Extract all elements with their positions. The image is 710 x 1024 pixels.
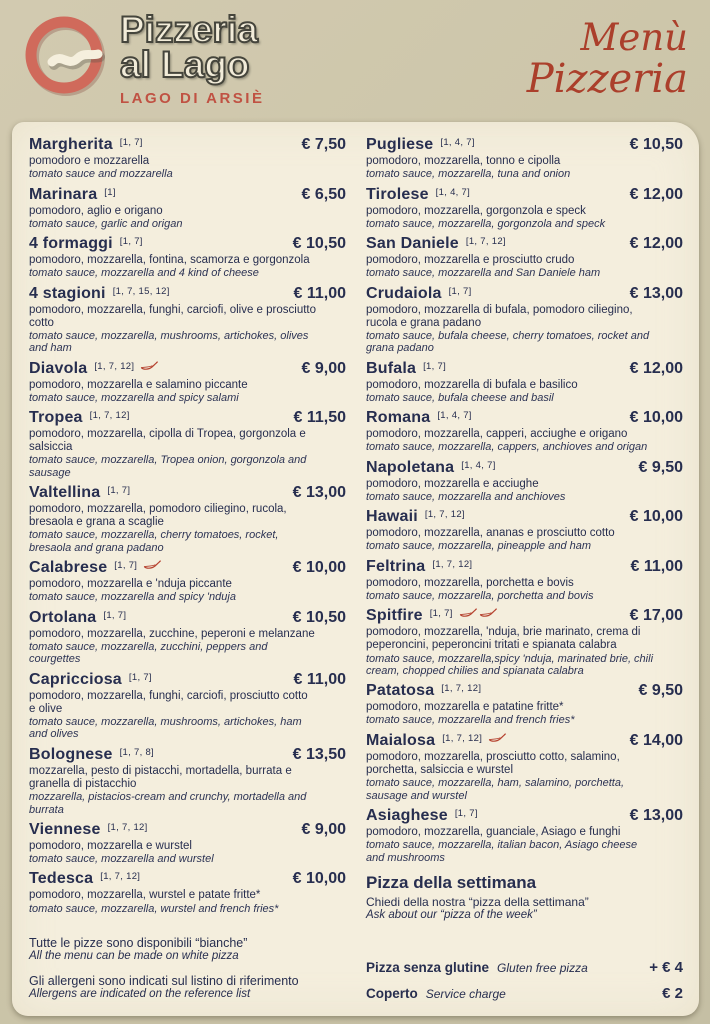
menu-item-name-row bbox=[366, 235, 683, 253]
pizza-name: Viennese bbox=[29, 820, 101, 838]
service-charge-label-en: Service charge bbox=[425, 987, 506, 1001]
footer-notes bbox=[29, 924, 346, 1004]
allergen-codes: [1, 7, 8] bbox=[119, 746, 154, 758]
pizza-name: Calabrese bbox=[29, 559, 108, 577]
pizza-price: € 9,50 bbox=[638, 682, 683, 700]
menu-item bbox=[366, 285, 683, 355]
chili-icons bbox=[459, 607, 497, 618]
pizza-name: Hawaii bbox=[366, 508, 418, 526]
pizza-name: Feltrina bbox=[366, 557, 426, 575]
pizza-name: Tirolese bbox=[366, 185, 429, 203]
pizza-name: Valtellina bbox=[29, 484, 101, 502]
menu-item-name-row bbox=[366, 558, 683, 576]
brand-line-2: al Lago bbox=[120, 44, 250, 86]
weekly-italian: Chiedi della nostra “pizza della settimana” bbox=[366, 894, 589, 909]
note-english: Allergens are indicated on the reference list bbox=[29, 988, 251, 1000]
menu-title-line-2: Pizzeria bbox=[526, 55, 688, 102]
logo-ring-icon bbox=[24, 10, 106, 106]
menu-item-name-row bbox=[29, 186, 346, 204]
allergen-codes: [1, 7, 12] bbox=[100, 871, 141, 883]
allergen-note bbox=[29, 974, 346, 1000]
pizza-price: € 10,00 bbox=[629, 508, 683, 526]
pizza-price: € 9,00 bbox=[301, 359, 346, 377]
pizza-name: Patatosa bbox=[366, 682, 435, 700]
pizza-price: € 13,00 bbox=[629, 806, 683, 824]
pizza-price: € 10,00 bbox=[629, 409, 683, 427]
menu-item bbox=[29, 186, 346, 231]
menu-item bbox=[29, 484, 346, 554]
menu-item-name-row bbox=[29, 559, 346, 577]
pizza-price: € 17,00 bbox=[629, 607, 683, 625]
pizza-name: Capricciosa bbox=[29, 670, 122, 688]
pizza-name: Bufala bbox=[366, 359, 417, 377]
pizza-name: Spitfire bbox=[366, 607, 423, 625]
pizza-desc-it: pomodoro, mozzarella, ananas e prosciutto cotto bbox=[366, 527, 615, 540]
menu-item-name-row bbox=[29, 870, 346, 888]
pizza-desc-en: tomato sauce, mozzarella, italian bacon, Asiago cheese and mushrooms bbox=[366, 839, 638, 864]
brand-text bbox=[120, 10, 264, 107]
gluten-free-price: + € 4 bbox=[649, 959, 683, 976]
menu-item bbox=[366, 607, 683, 677]
menu-item bbox=[366, 508, 683, 553]
weekly-title: Pizza della settimana bbox=[366, 872, 537, 892]
pizza-desc-en: tomato sauce and mozzarella bbox=[29, 168, 173, 181]
pizza-desc-en: tomato sauce, mozzarella, porchetta and bovis bbox=[366, 589, 594, 602]
menu-column-left bbox=[29, 136, 346, 1004]
menu-item bbox=[366, 409, 683, 454]
menu-item bbox=[366, 136, 683, 181]
pizza-desc-it: pomodoro, mozzarella di bufala e basilico bbox=[366, 378, 578, 391]
allergen-codes: [1, 7, 12] bbox=[94, 360, 135, 372]
menu-item-name-row bbox=[366, 409, 683, 427]
pizza-desc-it: pomodoro, mozzarella, tonno e cipolla bbox=[366, 155, 561, 167]
menu-item bbox=[366, 186, 683, 231]
menu-item bbox=[29, 235, 346, 280]
pizza-desc-en: tomato sauce, mozzarella, ham, salamino, porchetta, sausage and wurstel bbox=[366, 777, 625, 802]
pizza-desc-en: tomato sauce, mozzarella, wurstel and french fries* bbox=[29, 902, 279, 915]
chili-pepper-icon bbox=[479, 607, 497, 618]
menu-item-name-row bbox=[366, 285, 683, 303]
pizza-desc-en: tomato sauce, garlic and origan bbox=[29, 217, 183, 230]
restaurant-logo bbox=[24, 10, 264, 107]
menu-item bbox=[29, 559, 346, 604]
pizza-desc-it: pomodoro, mozzarella, pomodoro ciliegino, rucola, bresaola e grana a scaglie bbox=[29, 503, 287, 529]
pizza-desc-en: tomato sauce, mozzarella and San Daniele ham bbox=[366, 267, 601, 280]
white-pizza-note bbox=[29, 936, 346, 962]
allergen-codes: [1, 7] bbox=[448, 285, 472, 297]
menu-item-name-row bbox=[366, 508, 683, 526]
pizza-price: € 11,00 bbox=[630, 557, 683, 575]
pizza-price: € 6,50 bbox=[301, 185, 346, 203]
pizza-desc-it: pomodoro, mozzarella e prosciutto crudo bbox=[366, 254, 575, 267]
pizza-desc-it: pomodoro, mozzarella e 'nduja piccante bbox=[29, 578, 232, 591]
menu-item bbox=[29, 821, 346, 866]
gluten-free-label: Pizza senza glutine bbox=[366, 960, 490, 975]
pizza-desc-it: pomodoro, mozzarella, funghi, carciofi, olive e prosciutto cotto bbox=[29, 303, 317, 329]
menu-item-name-row bbox=[29, 136, 346, 154]
logo-ring-svg bbox=[24, 10, 106, 106]
pizza-desc-it: pomodoro, mozzarella, 'nduja, brie marinato, crema di peperoncini, peperoncini tritati e spianata calabra bbox=[366, 626, 641, 652]
menu-item-name-row bbox=[366, 360, 683, 378]
chili-pepper-icon bbox=[140, 360, 158, 371]
pizza-price: € 12,00 bbox=[629, 185, 683, 203]
pizza-desc-it: pomodoro, mozzarella, cipolla di Tropea, gorgonzola e salsiccia bbox=[29, 428, 306, 454]
pizza-price: € 7,50 bbox=[301, 136, 346, 153]
menu-item bbox=[366, 732, 683, 802]
menu-item bbox=[366, 558, 683, 603]
menu-title bbox=[527, 10, 688, 101]
gluten-free-row bbox=[366, 959, 683, 976]
pizza-desc-it: pomodoro, mozzarella, funghi, carciofi, prosciutto cotto e olive bbox=[29, 689, 308, 715]
note-italian: Tutte le pizze sono disponibili “bianche” bbox=[29, 936, 248, 950]
pizza-desc-it: pomodoro, mozzarella, wurstel e patate fritte* bbox=[29, 889, 261, 902]
menu-column-right bbox=[366, 136, 683, 1004]
menu-item-name-row bbox=[29, 746, 346, 764]
header bbox=[0, 0, 710, 122]
menu-item-name-row bbox=[29, 285, 346, 303]
pizza-price: € 12,00 bbox=[629, 359, 683, 377]
allergen-codes: [1, 7, 12] bbox=[465, 236, 506, 248]
pizza-desc-en: tomato sauce, mozzarella,spicy 'nduja, marinated brie, chili cream, chopped chilies and spianata calabra bbox=[366, 652, 654, 677]
menu-item bbox=[366, 235, 683, 280]
pizza-desc-it: pomodoro, aglio e origano bbox=[29, 204, 163, 217]
pizza-name: Margherita bbox=[29, 136, 113, 153]
pizza-price: € 11,00 bbox=[293, 284, 346, 302]
chili-pepper-icon bbox=[488, 732, 506, 743]
allergen-codes: [1, 4, 7] bbox=[440, 137, 475, 148]
allergen-codes: [1, 7, 12] bbox=[107, 821, 148, 833]
allergen-codes: [1, 7] bbox=[119, 137, 143, 148]
pizza-desc-it: pomodoro, mozzarella, zucchine, peperoni e melanzane bbox=[29, 627, 315, 640]
menu-item bbox=[29, 746, 346, 816]
pizza-price: € 12,00 bbox=[629, 235, 683, 253]
allergen-codes: [1, 7, 12] bbox=[432, 558, 473, 570]
menu-item-name-row bbox=[366, 807, 683, 825]
menu-item-name-row bbox=[29, 484, 346, 502]
pizza-desc-en: tomato sauce, mozzarella, tuna and onion bbox=[366, 168, 571, 181]
service-charge-price: € 2 bbox=[662, 985, 683, 1002]
chili-icons bbox=[140, 360, 158, 371]
pizza-desc-en: tomato sauce, mozzarella, zucchini, peppers and courgettes bbox=[29, 640, 268, 666]
pizza-desc-it: pomodoro, mozzarella e patatine fritte* bbox=[366, 701, 564, 714]
allergen-codes: [1, 7, 12] bbox=[89, 410, 130, 422]
chili-pepper-icon bbox=[143, 559, 161, 570]
allergen-codes: [1, 7, 12] bbox=[442, 732, 483, 744]
pizza-desc-en: tomato sauce, bufala cheese, cherry tomatoes, rocket and grana padano bbox=[366, 329, 650, 355]
pizza-name: 4 formaggi bbox=[29, 235, 113, 253]
pizza-desc-en: tomato sauce, mozzarella and french fries* bbox=[366, 714, 575, 727]
pizza-price: € 10,00 bbox=[292, 870, 346, 888]
menu-item-name-row bbox=[366, 136, 683, 154]
pizza-desc-it: pomodoro, mozzarella, fontina, scamorza e gorgonzola bbox=[29, 254, 310, 267]
menu-item bbox=[29, 671, 346, 741]
menu-card bbox=[12, 122, 699, 1016]
pizza-desc-it: pomodoro, mozzarella, prosciutto cotto, salamino, porchetta, salsiccia e wurstel bbox=[366, 750, 620, 777]
pizza-price: € 11,50 bbox=[293, 409, 346, 427]
pizza-desc-it: pomodoro, mozzarella, capperi, acciughe e origano bbox=[366, 428, 628, 441]
menu-item-name-row bbox=[29, 360, 346, 378]
pizza-price: € 10,50 bbox=[629, 136, 683, 153]
pizza-desc-en: tomato sauce, mozzarella, gorgonzola and speck bbox=[366, 217, 606, 230]
allergen-codes: [1, 7] bbox=[103, 609, 127, 621]
menu-item-name-row bbox=[29, 821, 346, 839]
pizza-desc-en: mozzarella, pistacios-cream and crunchy, mortadella and burrata bbox=[29, 791, 307, 816]
allergen-codes: [1, 4, 7] bbox=[435, 186, 471, 198]
allergen-codes: [1] bbox=[104, 186, 116, 198]
pizza-list-left bbox=[29, 136, 346, 920]
menu-item-name-row bbox=[366, 186, 683, 204]
pizza-desc-en: tomato sauce, mozzarella, cherry tomatoes, rocket, bresaola and grana padano bbox=[29, 529, 279, 554]
pizza-desc-it: pomodoro, mozzarella e salamino piccante bbox=[29, 378, 248, 391]
pizza-desc-it: pomodoro, mozzarella e wurstel bbox=[29, 839, 192, 852]
pizza-name: Ortolana bbox=[29, 608, 97, 626]
gluten-free-label-en: Gluten free pizza bbox=[497, 961, 588, 975]
pizza-name: Asiaghese bbox=[366, 806, 448, 824]
pizza-price: € 9,00 bbox=[301, 820, 346, 838]
chili-icons bbox=[143, 559, 161, 570]
pizza-name: Tropea bbox=[29, 409, 83, 427]
allergen-codes: [1, 4, 7] bbox=[437, 410, 472, 422]
pizza-list-right bbox=[366, 136, 683, 869]
pizza-desc-en: tomato sauce, mozzarella and spicy salami bbox=[29, 391, 239, 404]
pizza-price: € 14,00 bbox=[629, 731, 683, 749]
allergen-codes: [1, 7] bbox=[114, 560, 138, 572]
pizza-desc-en: tomato sauce, mozzarella, Tropea onion, gorgonzola and sausage bbox=[29, 454, 307, 479]
pizza-name: Bolognese bbox=[29, 745, 113, 763]
pizza-desc-en: tomato sauce, mozzarella, mushrooms, artichokes, ham and olives bbox=[29, 716, 302, 741]
pizza-price: € 10,00 bbox=[292, 559, 346, 577]
pizza-desc-it: pomodoro, mozzarella di bufala, pomodoro ciliegino, rucola e grana padano bbox=[366, 303, 633, 329]
pizza-desc-en: tomato sauce, mozzarella, pineapple and ham bbox=[366, 540, 592, 553]
menu-item bbox=[366, 807, 683, 864]
allergen-codes: [1, 7, 15, 12] bbox=[112, 285, 170, 297]
chili-icons bbox=[488, 732, 506, 743]
allergen-codes: [1, 4, 7] bbox=[461, 459, 496, 471]
pizza-price: € 13,00 bbox=[292, 484, 346, 502]
pizza-desc-it: pomodoro, mozzarella, gorgonzola e speck bbox=[366, 204, 586, 217]
note-english: All the menu can be made on white pizza bbox=[29, 950, 239, 962]
menu-item-name-row bbox=[29, 671, 346, 689]
pizza-price: € 13,00 bbox=[629, 284, 683, 302]
pizza-name: Napoletana bbox=[366, 458, 455, 476]
pizza-name: Pugliese bbox=[366, 136, 434, 153]
pizza-desc-en: tomato sauce, mozzarella and anchioves bbox=[366, 490, 566, 503]
allergen-codes: [1, 7] bbox=[454, 807, 478, 819]
pizza-desc-en: tomato sauce, mozzarella and spicy 'nduja bbox=[29, 591, 236, 604]
pizza-desc-it: pomodoro, mozzarella e acciughe bbox=[366, 477, 539, 490]
allergen-codes: [1, 7] bbox=[429, 608, 453, 620]
menu-item-name-row bbox=[29, 409, 346, 427]
menu-item bbox=[366, 459, 683, 504]
menu-item-name-row bbox=[29, 609, 346, 627]
pizza-desc-it: pomodoro e mozzarella bbox=[29, 155, 150, 167]
menu-item bbox=[29, 285, 346, 355]
pizza-of-the-week-section bbox=[366, 873, 683, 921]
pizza-desc-en: tomato sauce, mozzarella, mushrooms, artichokes, olives and ham bbox=[29, 329, 309, 355]
brand-subtitle: LAGO DI ARSIÈ bbox=[120, 90, 265, 108]
pizza-price: € 10,50 bbox=[292, 235, 346, 253]
allergen-codes: [1, 7] bbox=[423, 360, 447, 372]
allergen-codes: [1, 7] bbox=[119, 236, 143, 248]
note-italian: Gli allergeni sono indicati sul listino di riferimento bbox=[29, 974, 299, 988]
allergen-codes: [1, 7] bbox=[128, 671, 152, 683]
allergen-codes: [1, 7, 12] bbox=[424, 509, 465, 521]
chili-pepper-icon bbox=[459, 607, 477, 618]
pizza-name: Diavola bbox=[29, 359, 88, 377]
menu-item-name-row bbox=[366, 607, 683, 625]
pizza-name: Maialosa bbox=[366, 731, 436, 749]
menu-item bbox=[29, 870, 346, 915]
menu-item-name-row bbox=[366, 682, 683, 700]
pizza-price: € 13,50 bbox=[292, 745, 346, 763]
weekly-english: Ask about our “pizza of the week” bbox=[366, 908, 537, 921]
menu-item-name-row bbox=[366, 459, 683, 477]
menu-item bbox=[366, 360, 683, 405]
allergen-codes: [1, 7] bbox=[107, 485, 131, 497]
allergen-codes: [1, 7, 12] bbox=[441, 683, 482, 695]
pizza-desc-it: mozzarella, pesto di pistacchi, mortadella, burrata e granella di pistacchio bbox=[29, 764, 292, 790]
service-charge-label: Coperto bbox=[366, 986, 418, 1001]
brand-line-1: Pizzeria bbox=[120, 9, 258, 50]
menu-item bbox=[29, 136, 346, 181]
extras-section bbox=[366, 950, 683, 1004]
pizza-desc-it: pomodoro, mozzarella, guanciale, Asiago e funghi bbox=[366, 825, 621, 838]
pizza-desc-it: pomodoro, mozzarella, porchetta e bovis bbox=[366, 576, 574, 589]
pizza-name: Marinara bbox=[29, 185, 98, 203]
pizza-desc-en: tomato sauce, mozzarella and wurstel bbox=[29, 853, 214, 866]
pizza-name: 4 stagioni bbox=[29, 284, 106, 302]
service-charge-row bbox=[366, 985, 683, 1002]
menu-item bbox=[366, 682, 683, 727]
menu-title-line-1: Menù bbox=[580, 16, 688, 59]
pizza-desc-en: tomato sauce, mozzarella and 4 kind of cheese bbox=[29, 267, 259, 280]
menu-item bbox=[29, 360, 346, 405]
pizza-name: Romana bbox=[366, 409, 431, 427]
pizza-desc-en: tomato sauce, mozzarella, cappers, anchioves and origan bbox=[366, 441, 648, 454]
menu-item-name-row bbox=[29, 235, 346, 253]
pizza-name: Crudaiola bbox=[366, 284, 442, 302]
menu-item-name-row bbox=[366, 732, 683, 750]
pizza-name: Tedesca bbox=[29, 870, 94, 888]
pizza-name: San Daniele bbox=[366, 235, 459, 253]
pizza-price: € 10,50 bbox=[292, 608, 346, 626]
pizza-desc-en: tomato sauce, bufala cheese and basil bbox=[366, 391, 554, 404]
pizza-price: € 11,00 bbox=[293, 670, 346, 688]
menu-item bbox=[29, 409, 346, 479]
menu-item bbox=[29, 609, 346, 666]
pizza-price: € 9,50 bbox=[638, 458, 683, 476]
